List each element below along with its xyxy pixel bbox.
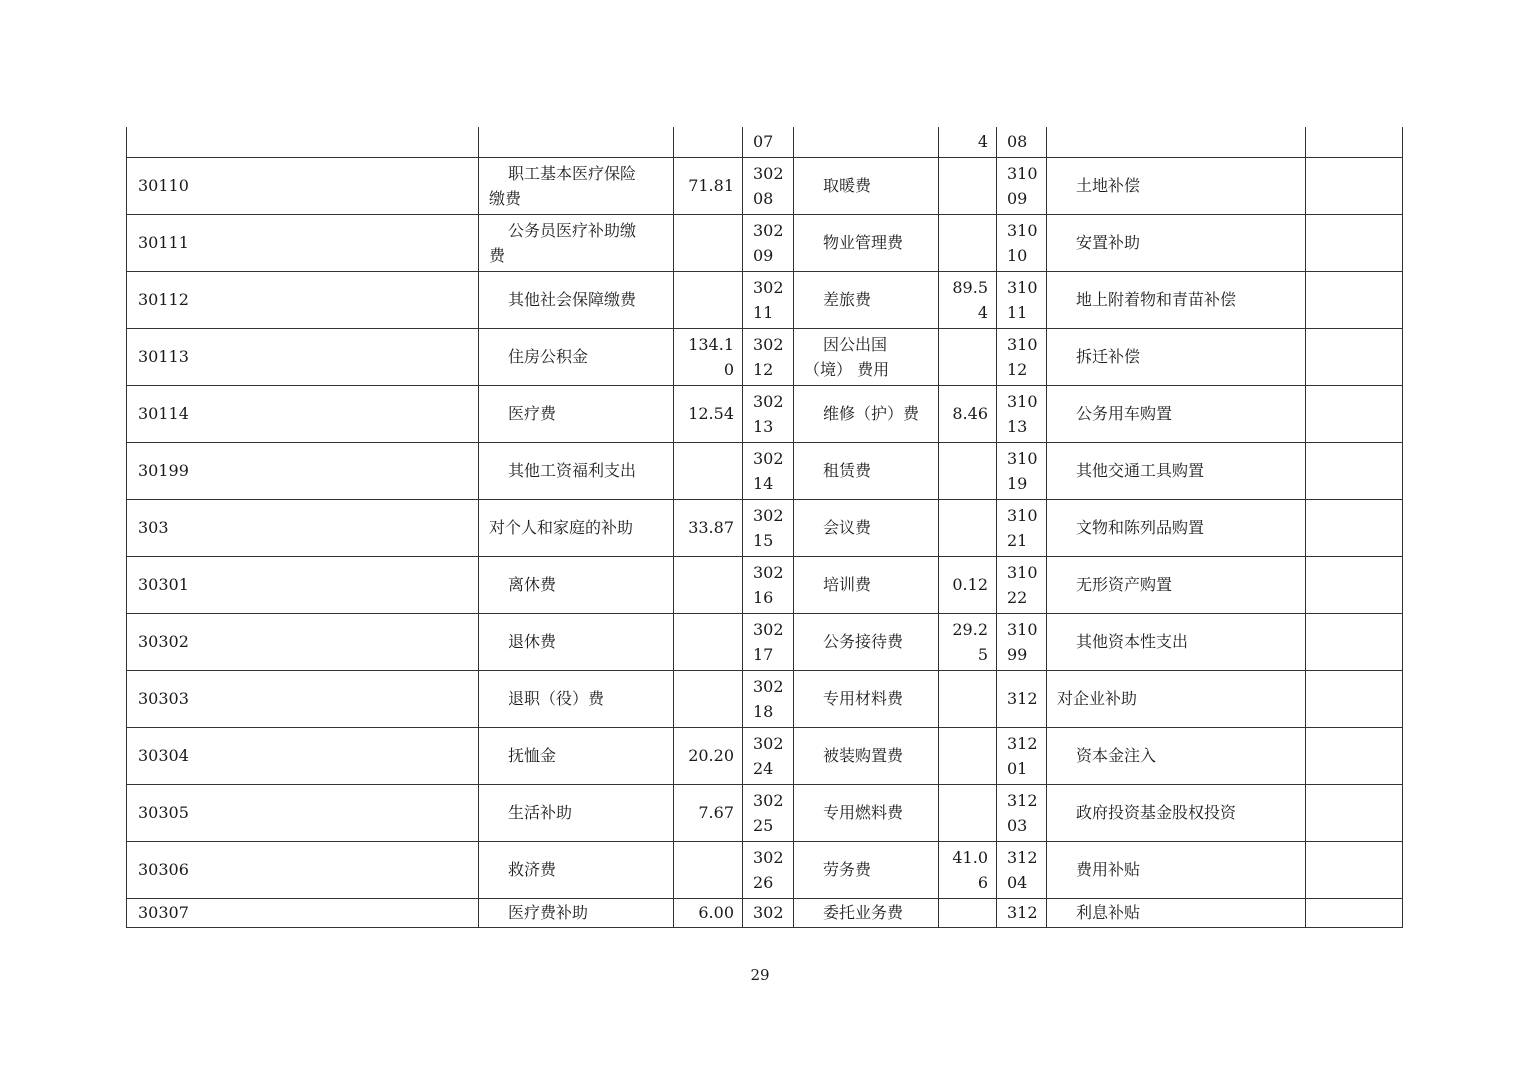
cell-code: 30113 xyxy=(127,328,479,385)
code-line1: 312 xyxy=(1007,733,1038,753)
cell-code-2 xyxy=(743,841,794,898)
code-line1: 302 xyxy=(753,562,784,582)
code-line1: 310 xyxy=(1007,277,1038,297)
cell-code-2 xyxy=(743,556,794,613)
code-line2: 21 xyxy=(1007,530,1028,550)
cell-item: 退职（役）费 xyxy=(479,670,674,727)
code-line2: 04 xyxy=(1007,872,1028,892)
cell-item-line1: 因公出国 xyxy=(823,334,888,354)
cell-item-2: 取暖费 xyxy=(794,157,939,214)
cell-amount: 20.20 xyxy=(674,727,743,784)
cell-item-2 xyxy=(794,328,939,385)
cell-code-3 xyxy=(997,328,1047,385)
code-line1: 312 xyxy=(1007,847,1038,867)
table-row xyxy=(127,556,1403,613)
cell-item: 离休费 xyxy=(479,556,674,613)
code-line2: 18 xyxy=(753,701,774,721)
code-line1: 312 xyxy=(1007,790,1038,810)
code-line2: 25 xyxy=(753,815,774,835)
cell-item-2: 租赁费 xyxy=(794,442,939,499)
cell-amount-2 xyxy=(939,328,997,385)
cell-item-2: 差旅费 xyxy=(794,271,939,328)
cell-item-3: 政府投资基金股权投资 xyxy=(1047,784,1306,841)
cell-amount-2 xyxy=(939,727,997,784)
cell-item-2: 专用材料费 xyxy=(794,670,939,727)
cell-code-2 xyxy=(743,271,794,328)
cell-code xyxy=(127,127,479,157)
cell-code-2 xyxy=(743,214,794,271)
cell-item-3: 利息补贴 xyxy=(1047,898,1306,927)
cell-item-line1: 职工基本医疗保险 xyxy=(508,163,637,183)
cell-amount-2 xyxy=(939,670,997,727)
code-line2: 11 xyxy=(1007,302,1028,322)
code-line2: 10 xyxy=(1007,245,1028,265)
amount-line2: 5 xyxy=(977,644,988,664)
code-line1: 310 xyxy=(1007,163,1038,183)
cell-item: 救济费 xyxy=(479,841,674,898)
cell-amount xyxy=(674,442,743,499)
cell-amount-3 xyxy=(1306,841,1403,898)
cell-code-2 xyxy=(743,784,794,841)
cell-amount xyxy=(674,127,743,157)
code-line1: 302 xyxy=(753,676,784,696)
cell-amount: 7.67 xyxy=(674,784,743,841)
table-row xyxy=(127,214,1403,271)
cell-amount xyxy=(674,670,743,727)
cell-amount-2 xyxy=(939,442,997,499)
cell-item: 对个人和家庭的补助 xyxy=(479,499,674,556)
cell-item-2: 会议费 xyxy=(794,499,939,556)
cell-item-3: 文物和陈列品购置 xyxy=(1047,499,1306,556)
table-row xyxy=(127,499,1403,556)
cell-item: 住房公积金 xyxy=(479,328,674,385)
cell-amount-2 xyxy=(939,157,997,214)
cell-item-3: 对企业补助 xyxy=(1047,670,1306,727)
cell-amount xyxy=(674,271,743,328)
code-line1: 310 xyxy=(1007,505,1038,525)
cell-amount-3 xyxy=(1306,784,1403,841)
cell-code-2 xyxy=(743,442,794,499)
cell-code-3 xyxy=(997,556,1047,613)
code-line2: 12 xyxy=(753,359,774,379)
table-row xyxy=(127,670,1403,727)
table-row xyxy=(127,898,1403,927)
cell-amount-2 xyxy=(939,499,997,556)
cell-item: 抚恤金 xyxy=(479,727,674,784)
cell-amount-2: 0.12 xyxy=(939,556,997,613)
amount-line1: 41.0 xyxy=(952,847,988,867)
table-row xyxy=(127,613,1403,670)
code-line2: 19 xyxy=(1007,473,1028,493)
cell-amount: 33.87 xyxy=(674,499,743,556)
table-row xyxy=(127,127,1403,157)
cell-amount-3 xyxy=(1306,898,1403,927)
cell-amount xyxy=(674,841,743,898)
cell-amount-3 xyxy=(1306,556,1403,613)
cell-code: 30114 xyxy=(127,385,479,442)
cell-code-2 xyxy=(743,670,794,727)
cell-amount-3 xyxy=(1306,214,1403,271)
cell-item xyxy=(479,214,674,271)
table-row xyxy=(127,271,1403,328)
code-line2: 99 xyxy=(1007,644,1028,664)
cell-amount: 6.00 xyxy=(674,898,743,927)
code-line1: 310 xyxy=(1007,448,1038,468)
cell-item-3: 费用补贴 xyxy=(1047,841,1306,898)
cell-code: 30304 xyxy=(127,727,479,784)
code-line2: 15 xyxy=(753,530,774,550)
cell-item-3: 土地补偿 xyxy=(1047,157,1306,214)
cell-item-3: 拆迁补偿 xyxy=(1047,328,1306,385)
cell-amount-3 xyxy=(1306,157,1403,214)
amount-line1: 134.1 xyxy=(688,334,734,354)
cell-amount-2 xyxy=(939,898,997,927)
code-line1: 310 xyxy=(1007,220,1038,240)
code-line2: 01 xyxy=(1007,758,1028,778)
cell-item-2: 委托业务费 xyxy=(794,898,939,927)
cell-item xyxy=(479,127,674,157)
cell-amount-2 xyxy=(939,271,997,328)
page-number: 29 xyxy=(750,966,770,984)
cell-code-3: 08 xyxy=(997,127,1047,157)
cell-amount-3 xyxy=(1306,670,1403,727)
cell-code: 30303 xyxy=(127,670,479,727)
cell-code: 30306 xyxy=(127,841,479,898)
cell-code: 303 xyxy=(127,499,479,556)
cell-code-2 xyxy=(743,613,794,670)
cell-code-2: 07 xyxy=(743,127,794,157)
code-line2: 14 xyxy=(753,473,774,493)
cell-item-line1: 公务员医疗补助缴 xyxy=(508,220,637,240)
table-row xyxy=(127,328,1403,385)
code-line1: 302 xyxy=(753,733,784,753)
cell-amount-3 xyxy=(1306,442,1403,499)
cell-code-3 xyxy=(997,727,1047,784)
code-line1: 302 xyxy=(753,505,784,525)
cell-item-3: 地上附着物和青苗补偿 xyxy=(1047,271,1306,328)
amount-line2: 4 xyxy=(977,302,988,322)
cell-code-3 xyxy=(997,385,1047,442)
code-line1: 302 xyxy=(753,847,784,867)
cell-item-2: 劳务费 xyxy=(794,841,939,898)
code-line1: 302 xyxy=(753,334,784,354)
cell-code: 30301 xyxy=(127,556,479,613)
cell-amount-3 xyxy=(1306,727,1403,784)
amount-line1: 29.2 xyxy=(952,619,988,639)
cell-code-2 xyxy=(743,385,794,442)
code-line2: 13 xyxy=(1007,416,1028,436)
cell-amount: 71.81 xyxy=(674,157,743,214)
cell-item-line2: 费 xyxy=(489,245,506,265)
cell-code-3: 312 xyxy=(997,670,1047,727)
cell-amount: 12.54 xyxy=(674,385,743,442)
cell-code-3 xyxy=(997,613,1047,670)
code-line1: 302 xyxy=(753,391,784,411)
table-row xyxy=(127,385,1403,442)
amount-line2: 6 xyxy=(977,872,988,892)
table-row xyxy=(127,442,1403,499)
code-line2: 09 xyxy=(1007,188,1028,208)
code-line2: 11 xyxy=(753,302,774,322)
cell-code-2 xyxy=(743,727,794,784)
cell-item-3: 其他资本性支出 xyxy=(1047,613,1306,670)
expenditure-table xyxy=(126,127,1403,928)
cell-item: 医疗费补助 xyxy=(479,898,674,927)
cell-item-2: 被装购置费 xyxy=(794,727,939,784)
cell-code: 30302 xyxy=(127,613,479,670)
cell-code: 30110 xyxy=(127,157,479,214)
cell-code-3 xyxy=(997,214,1047,271)
code-line2: 13 xyxy=(753,416,774,436)
cell-item-line2: （境） 费用 xyxy=(804,359,890,379)
cell-item-3: 其他交通工具购置 xyxy=(1047,442,1306,499)
cell-code: 30199 xyxy=(127,442,479,499)
cell-item-3: 无形资产购置 xyxy=(1047,556,1306,613)
code-line2: 16 xyxy=(753,587,774,607)
cell-code-2 xyxy=(743,157,794,214)
cell-amount-3 xyxy=(1306,127,1403,157)
cell-code: 30307 xyxy=(127,898,479,927)
cell-item: 退休费 xyxy=(479,613,674,670)
code-line1: 302 xyxy=(753,220,784,240)
cell-code-3 xyxy=(997,442,1047,499)
cell-amount xyxy=(674,556,743,613)
code-line2: 17 xyxy=(753,644,774,664)
code-line1: 302 xyxy=(753,790,784,810)
cell-amount-2 xyxy=(939,613,997,670)
cell-item-2 xyxy=(794,127,939,157)
code-line2: 08 xyxy=(753,188,774,208)
cell-item-2: 维修（护）费 xyxy=(794,385,939,442)
code-line2: 09 xyxy=(753,245,774,265)
cell-item-2: 培训费 xyxy=(794,556,939,613)
cell-item-2: 公务接待费 xyxy=(794,613,939,670)
cell-item-3 xyxy=(1047,127,1306,157)
amount-line1: 89.5 xyxy=(952,277,988,297)
code-line2: 12 xyxy=(1007,359,1028,379)
cell-amount-2: 4 xyxy=(939,127,997,157)
code-line2: 03 xyxy=(1007,815,1028,835)
code-line1: 310 xyxy=(1007,619,1038,639)
cell-item: 其他工资福利支出 xyxy=(479,442,674,499)
cell-code-2 xyxy=(743,499,794,556)
cell-amount xyxy=(674,214,743,271)
cell-code-3 xyxy=(997,499,1047,556)
code-line2: 22 xyxy=(1007,587,1028,607)
code-line1: 310 xyxy=(1007,562,1038,582)
cell-amount-2 xyxy=(939,214,997,271)
cell-item xyxy=(479,157,674,214)
cell-code-3 xyxy=(997,784,1047,841)
table-row xyxy=(127,841,1403,898)
cell-amount-3 xyxy=(1306,499,1403,556)
table-row xyxy=(127,784,1403,841)
cell-code-2 xyxy=(743,328,794,385)
cell-item: 医疗费 xyxy=(479,385,674,442)
amount-line2: 0 xyxy=(723,359,734,379)
cell-code-3 xyxy=(997,157,1047,214)
code-line2: 24 xyxy=(753,758,774,778)
cell-item-3: 安置补助 xyxy=(1047,214,1306,271)
table-row xyxy=(127,727,1403,784)
cell-code-3: 312 xyxy=(997,898,1047,927)
cell-item-3: 资本金注入 xyxy=(1047,727,1306,784)
cell-code: 30305 xyxy=(127,784,479,841)
cell-code: 30112 xyxy=(127,271,479,328)
cell-item-2: 专用燃料费 xyxy=(794,784,939,841)
cell-amount-2 xyxy=(939,784,997,841)
code-line1: 302 xyxy=(753,619,784,639)
code-line1: 302 xyxy=(753,448,784,468)
cell-amount xyxy=(674,613,743,670)
cell-code-2: 302 xyxy=(743,898,794,927)
cell-item-line2: 缴费 xyxy=(489,188,522,208)
code-line1: 310 xyxy=(1007,334,1038,354)
code-line1: 302 xyxy=(753,277,784,297)
table-row xyxy=(127,157,1403,214)
cell-item: 生活补助 xyxy=(479,784,674,841)
cell-amount xyxy=(674,328,743,385)
cell-amount-3 xyxy=(1306,613,1403,670)
code-line2: 26 xyxy=(753,872,774,892)
code-line1: 310 xyxy=(1007,391,1038,411)
cell-amount-2 xyxy=(939,841,997,898)
cell-amount-2: 8.46 xyxy=(939,385,997,442)
cell-code: 30111 xyxy=(127,214,479,271)
cell-item-3: 公务用车购置 xyxy=(1047,385,1306,442)
cell-amount-3 xyxy=(1306,328,1403,385)
cell-amount-3 xyxy=(1306,271,1403,328)
cell-item-2: 物业管理费 xyxy=(794,214,939,271)
cell-item: 其他社会保障缴费 xyxy=(479,271,674,328)
cell-code-3 xyxy=(997,271,1047,328)
code-line1: 302 xyxy=(753,163,784,183)
cell-amount-3 xyxy=(1306,385,1403,442)
cell-code-3 xyxy=(997,841,1047,898)
